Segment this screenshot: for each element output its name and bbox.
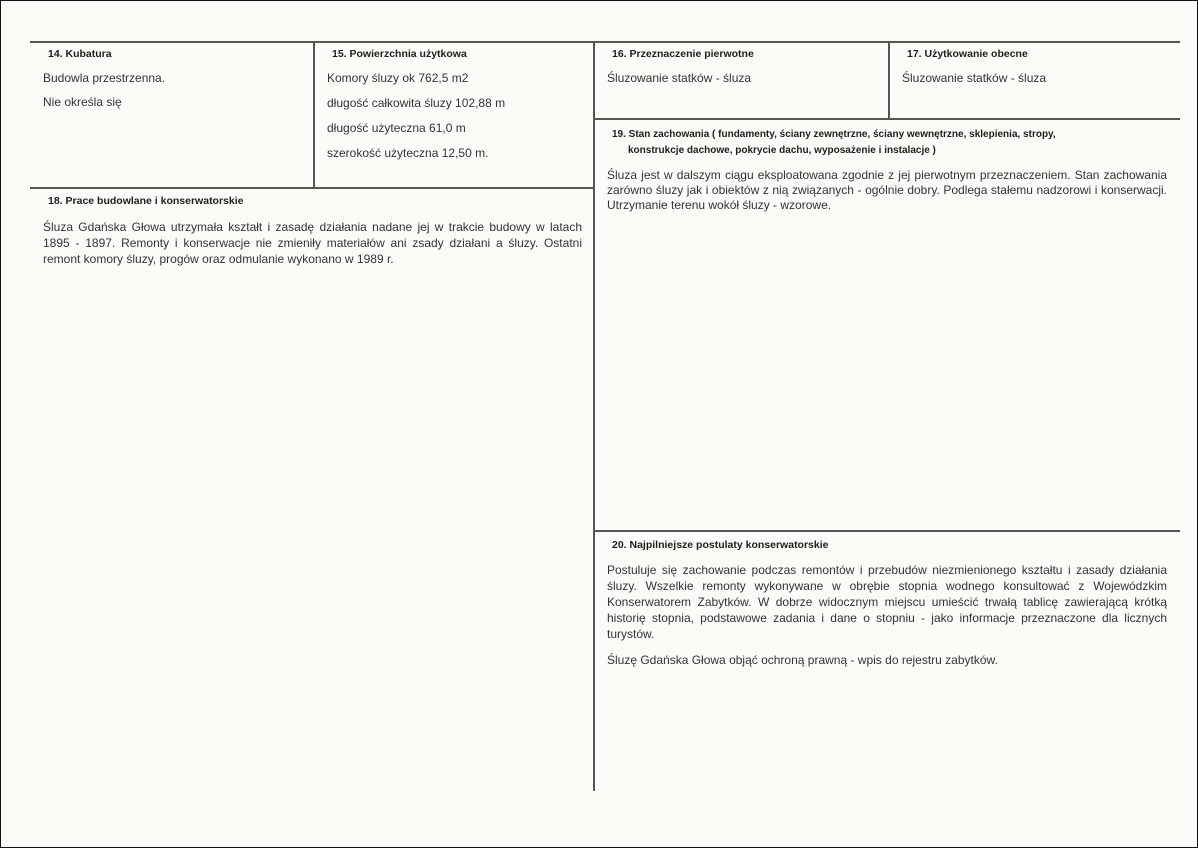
center-divider: [593, 42, 595, 791]
section-14-line: Nie określa się: [43, 95, 122, 109]
section-19-title: 19. Stan zachowania ( fundamenty, ściany zewnętrzne, ściany wewnętrzne, sklepienia, stropy,: [612, 129, 1056, 140]
section-14-line: Budowla przestrzenna.: [43, 71, 166, 85]
section-16-title: 16. Przeznaczenie pierwotne: [612, 48, 754, 60]
section-15-line: Komory śluzy ok 762,5 m2: [327, 71, 469, 85]
section-19-text: Śluza jest w dalszym ciągu eksploatowana zgodnie z jej pierwotnym przeznaczeniem. Stan zachowania zarówno śluzy jak i obiektów z nią związanych - ogólnie dobry. Podlega stałemu nadzorowi i konserwacji. Utrzymanie terenu wokół śluzy - wzorowe.: [607, 168, 1167, 212]
top-rule: [30, 41, 1180, 43]
rule-under-16-17: [594, 118, 1180, 120]
section-18-text: Śluza Gdańska Głowa utrzymała kształt i zasadę działania nadane jej w trakcie budowy w latach 1895 - 1897. Remonty i konserwacje nie zmieniły materiałów ani zsady działani a śluzy. Ostatni remont komory śluzy, progów oraz odmulanie wykonano w 1989 r.: [43, 220, 582, 266]
section-20-title: 20. Najpilniejsze postulaty konserwatorskie: [612, 539, 829, 551]
section-19-title-line2: konstrukcje dachowe, pokrycie dachu, wyposażenie i instalacje ): [628, 145, 936, 156]
section-14-title: 14. Kubatura: [48, 48, 112, 60]
section-16-text: Śluzowanie statków - śluza: [607, 71, 752, 85]
divider-16-17: [888, 42, 890, 118]
section-15-line: długość użyteczna 61,0 m: [327, 121, 466, 135]
section-20-text-2: Śluzę Gdańska Głowa objąć ochroną prawną - wpis do rejestru zabytków.: [607, 653, 998, 667]
section-18-title: 18. Prace budowlane i konserwatorskie: [48, 195, 244, 207]
rule-under-14-15: [30, 187, 594, 189]
section-20-text: Postuluje się zachowanie podczas remontów i przebudów niezmienionego kształtu i zasady działania śluzy. Wszelkie remonty wykonywane w obrębie stopnia wodnego konsultować z Wojewódzkim Konserwatorem Zabytków. W dobrze widocznym miejscu umieścić trwałą tablicę zawierającą krótką historię stopnia, podstawowe zadania i dane o stopniu - jako informacje przeznaczone dla licznych turystów.: [607, 563, 1167, 641]
rule-above-20: [594, 530, 1180, 532]
section-17-text: Śluzowanie statków - śluza: [902, 71, 1047, 85]
section-15-title: 15. Powierzchnia użytkowa: [332, 48, 467, 60]
divider-14-15: [313, 42, 315, 188]
section-17-title: 17. Użytkowanie obecne: [907, 48, 1028, 60]
section-15-line: długość całkowita śluzy 102,88 m: [327, 96, 506, 110]
section-15-line: szerokość użyteczna 12,50 m.: [327, 146, 489, 160]
